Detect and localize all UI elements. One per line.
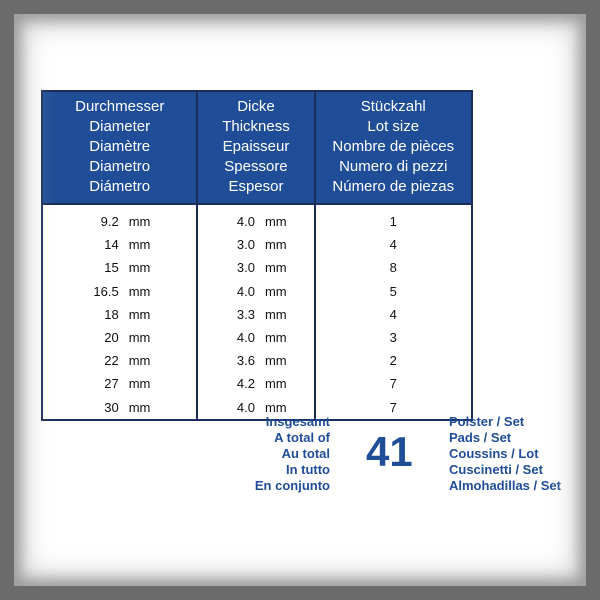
table-row [42,303,472,326]
thickness-value: 4.2 [236,376,255,392]
cell-diameter [42,349,197,372]
thickness-unit: mm [264,376,287,392]
cell-diameter [42,233,197,256]
cell-diameter [42,280,197,303]
header-line: Spessore [224,158,288,175]
diameter-value: 15 [104,260,119,276]
table-row [42,256,472,279]
thickness-value: 3.6 [236,353,255,369]
table-row [42,326,472,349]
cell-thickness [197,233,314,256]
diameter-unit: mm [128,353,151,369]
thickness-unit: mm [264,330,287,346]
cell-thickness [197,326,314,349]
diameter-unit: mm [128,237,151,253]
thickness-unit: mm [264,353,287,369]
cell-thickness [197,204,314,233]
diameter-unit: mm [128,399,151,415]
header-diameter [42,91,197,204]
total-label: Au total [281,446,330,461]
cell-diameter [42,396,197,420]
cell-count: 4 [315,303,472,326]
diameter-unit: mm [128,260,151,276]
diameter-value: 9.2 [100,214,119,230]
diameter-unit: mm [128,283,151,299]
total-label: A total of [274,430,330,445]
diameter-value: 27 [104,376,119,392]
header-thickness [197,91,314,204]
diameter-value: 22 [104,353,119,369]
thickness-unit: mm [264,306,287,322]
cell-count: 1 [315,204,472,233]
cell-thickness [197,280,314,303]
diameter-unit: mm [128,306,151,322]
thickness-value: 4.0 [236,399,255,415]
header-line: Número de piezas [332,178,455,195]
thickness-unit: mm [264,399,287,415]
diameter-value: 18 [104,306,119,322]
cell-diameter [42,303,197,326]
size-table [41,90,473,421]
header-line: Diámetro [89,178,151,195]
cell-count: 7 [315,396,472,420]
cell-thickness [197,256,314,279]
cell-count: 4 [315,233,472,256]
table-row [42,372,472,395]
cell-count: 3 [315,326,472,349]
diameter-value: 30 [104,399,119,415]
cell-count: 8 [315,256,472,279]
cell-thickness [197,372,314,395]
total-labels [255,414,330,494]
header-line: Epaisseur [222,138,290,155]
total-label: Insgesamt [265,414,330,429]
cell-count: 2 [315,349,472,372]
thickness-unit: mm [264,283,287,299]
diameter-value: 20 [104,330,119,346]
cell-diameter [42,204,197,233]
total-units [449,414,561,494]
header-line: Lot size [367,118,420,135]
header-line: Diameter [89,118,151,135]
total-unit: Almohadillas / Set [449,478,561,493]
total-unit: Coussins / Lot [449,446,539,461]
thickness-value: 3.0 [236,260,255,276]
diameter-unit: mm [128,330,151,346]
cell-diameter [42,256,197,279]
table-header-row [42,91,472,204]
total-label: En conjunto [254,478,330,493]
table-row [42,280,472,303]
cell-diameter [42,372,197,395]
table-row [42,349,472,372]
total-label: In tutto [285,462,330,477]
header-line: Nombre de pièces [332,138,455,155]
diameter-value: 14 [104,237,119,253]
header-line: Diametro [89,158,151,175]
header-line: Stückzahl [360,98,426,115]
cell-count: 5 [315,280,472,303]
table-row [42,204,472,233]
thickness-value: 4.0 [236,214,255,230]
total-unit: Cuscinetti / Set [449,462,543,477]
thickness-unit: mm [264,260,287,276]
header-line: Espesor [228,178,284,195]
cell-diameter [42,326,197,349]
total-unit: Pads / Set [449,430,512,445]
thickness-value: 3.3 [236,306,255,322]
cell-thickness [197,349,314,372]
cell-count: 7 [315,372,472,395]
cell-thickness [197,303,314,326]
diameter-unit: mm [128,214,151,230]
header-line: Numero di pezzi [339,158,448,175]
thickness-unit: mm [264,214,287,230]
diameter-unit: mm [128,376,151,392]
header-line: Durchmesser [75,98,165,115]
thickness-unit: mm [264,237,287,253]
header-line: Diamètre [89,138,151,155]
header-line: Thickness [222,118,290,135]
table-row [42,233,472,256]
header-line: Dicke [237,98,275,115]
total-count: 41 [366,428,413,475]
total-unit: Polster / Set [449,414,525,429]
diameter-value: 16.5 [93,283,119,299]
thickness-value: 4.0 [236,283,255,299]
header-lot-size [315,91,472,204]
thickness-value: 3.0 [236,237,255,253]
thickness-value: 4.0 [236,330,255,346]
